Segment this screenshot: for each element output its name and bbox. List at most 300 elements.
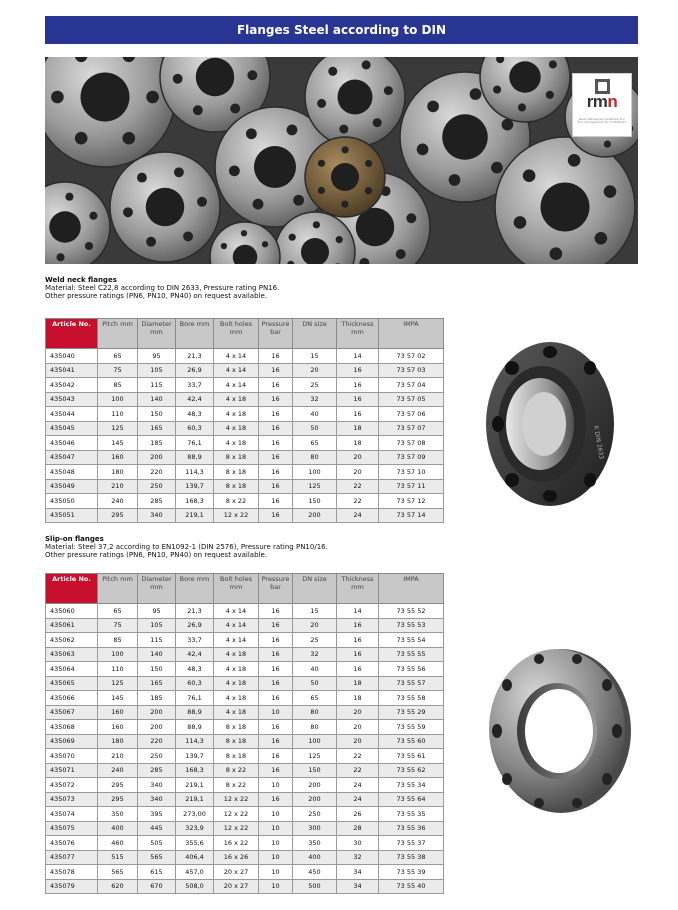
- photo-flange-bolt-hole: [449, 174, 461, 186]
- table-row: [46, 676, 444, 691]
- photo-flange-bolt-hole: [518, 103, 526, 111]
- photo-flange-bolt-hole: [417, 144, 429, 156]
- cell-bolt-holes: 4 x 18: [214, 647, 259, 662]
- cell-pressure: 16: [259, 618, 293, 633]
- table-row: [46, 479, 444, 494]
- photo-flange-bolt-hole: [287, 125, 298, 136]
- cell-dn-size: 80: [293, 705, 337, 720]
- cell-pitch: 460: [98, 836, 138, 851]
- cell-bore: 139,7: [176, 479, 214, 494]
- photo-flange-bolt-hole: [549, 60, 557, 68]
- cell-bolt-holes: 4 x 14: [214, 604, 259, 619]
- cell-bore: 60,3: [176, 421, 214, 436]
- photo-flange-bolt-hole: [317, 99, 326, 108]
- cell-pressure: 16: [259, 604, 293, 619]
- header-impa: IMPA: [379, 319, 444, 349]
- cell-bore: 21,3: [176, 604, 214, 619]
- table-row: [46, 633, 444, 648]
- cell-impa: 73 55 36: [379, 821, 444, 836]
- cell-article-no: 435067: [46, 705, 98, 720]
- logo-tagline: Ready Management Rotterdam N.V. Ihre Lösungspartner für Schiffsbedarf: [577, 118, 627, 125]
- cell-article-no: 435075: [46, 821, 98, 836]
- photo-flange-bore: [254, 146, 296, 188]
- table-row: [46, 850, 444, 865]
- cell-diameter: 150: [138, 662, 176, 677]
- photo-flange-bolt-hole: [318, 160, 325, 167]
- cell-article-no: 435072: [46, 778, 98, 793]
- cell-pitch: 125: [98, 421, 138, 436]
- table-row: [46, 465, 444, 480]
- cell-pressure: 16: [259, 421, 293, 436]
- cell-pressure: 16: [259, 647, 293, 662]
- cell-pitch: 295: [98, 792, 138, 807]
- cell-pitch: 160: [98, 720, 138, 735]
- cell-dn-size: 200: [293, 778, 337, 793]
- cell-pitch: 145: [98, 691, 138, 706]
- cell-bore: 76,1: [176, 691, 214, 706]
- cell-thickness: 16: [337, 618, 379, 633]
- cell-article-no: 435065: [46, 676, 98, 691]
- photo-flange-bolt-hole: [470, 88, 482, 100]
- cell-thickness: 34: [337, 879, 379, 894]
- photo-flange-bolt-hole: [427, 101, 439, 113]
- photo-flange-bolt-hole: [51, 91, 64, 104]
- cell-pitch: 160: [98, 450, 138, 465]
- photo-flange-bolt-hole: [362, 60, 371, 69]
- cell-impa: 73 55 55: [379, 647, 444, 662]
- cell-impa: 73 57 12: [379, 494, 444, 509]
- photo-flange-bolt-hole: [146, 91, 159, 104]
- header-impa: IMPA: [379, 574, 444, 604]
- cell-bolt-holes: 8 x 18: [214, 450, 259, 465]
- weld-neck-table: [45, 318, 444, 523]
- table-row: [46, 407, 444, 422]
- cell-diameter: 220: [138, 465, 176, 480]
- cell-impa: 73 57 07: [379, 421, 444, 436]
- cell-pitch: 85: [98, 633, 138, 648]
- table-row: [46, 836, 444, 851]
- table-row: [46, 647, 444, 662]
- cell-pressure: 16: [259, 392, 293, 407]
- photo-flange-bolt-hole: [230, 104, 240, 114]
- cell-pitch: 110: [98, 407, 138, 422]
- table-row: [46, 508, 444, 523]
- photo-flange-bore: [541, 183, 590, 232]
- photo-flange-bolt-hole: [373, 118, 382, 127]
- cell-bore: 406,4: [176, 850, 214, 865]
- cell-bore: 219,1: [176, 792, 214, 807]
- cell-dn-size: 350: [293, 836, 337, 851]
- cell-pressure: 16: [259, 633, 293, 648]
- cell-thickness: 22: [337, 479, 379, 494]
- table-row: [46, 436, 444, 451]
- cell-article-no: 435047: [46, 450, 98, 465]
- cell-impa: 73 57 04: [379, 378, 444, 393]
- cell-pressure: 16: [259, 450, 293, 465]
- slip-on-header-row: [46, 574, 444, 604]
- cell-dn-size: 32: [293, 647, 337, 662]
- cell-article-no: 435048: [46, 465, 98, 480]
- cell-pressure: 10: [259, 778, 293, 793]
- flange-stamp-text: K DIN 2633: [592, 425, 605, 460]
- cell-bore: 48,3: [176, 662, 214, 677]
- header-pressure: Pressure bar: [259, 574, 293, 604]
- table-row: [46, 363, 444, 378]
- cell-bolt-holes: 4 x 18: [214, 407, 259, 422]
- header-diameter: Diameter mm: [138, 319, 176, 349]
- cell-pitch: 565: [98, 865, 138, 880]
- cell-pitch: 240: [98, 494, 138, 509]
- cell-pitch: 75: [98, 618, 138, 633]
- header-diameter: Diameter mm: [138, 574, 176, 604]
- cell-pitch: 85: [98, 378, 138, 393]
- cell-article-no: 435074: [46, 807, 98, 822]
- cell-dn-size: 65: [293, 691, 337, 706]
- cell-diameter: 395: [138, 807, 176, 822]
- cell-pressure: 10: [259, 865, 293, 880]
- cell-diameter: 105: [138, 363, 176, 378]
- cell-dn-size: 400: [293, 850, 337, 865]
- photo-flange-bolt-hole: [246, 128, 257, 139]
- photo-flange-bore: [509, 61, 541, 93]
- cell-thickness: 32: [337, 850, 379, 865]
- cell-bolt-holes: 4 x 18: [214, 691, 259, 706]
- photo-flange-bolt-hole: [313, 221, 320, 228]
- cell-article-no: 435070: [46, 749, 98, 764]
- cell-impa: 73 55 34: [379, 778, 444, 793]
- cell-bolt-holes: 4 x 18: [214, 436, 259, 451]
- cell-pressure: 16: [259, 465, 293, 480]
- cell-pressure: 16: [259, 479, 293, 494]
- cell-thickness: 24: [337, 778, 379, 793]
- cell-bore: 21,3: [176, 349, 214, 364]
- cell-dn-size: 15: [293, 604, 337, 619]
- slip-on-heading: Slip-on flanges: [45, 535, 104, 543]
- photo-flange-bolt-hole: [341, 201, 348, 208]
- cell-impa: 73 55 60: [379, 734, 444, 749]
- photo-flange-bolt-hole: [546, 91, 554, 99]
- cell-thickness: 14: [337, 349, 379, 364]
- cell-article-no: 435063: [46, 647, 98, 662]
- flanges-pile-photo: [45, 57, 638, 264]
- photo-flange-bolt-hole: [339, 125, 348, 134]
- cell-bore: 33,7: [176, 378, 214, 393]
- cell-diameter: 140: [138, 647, 176, 662]
- table-row: [46, 763, 444, 778]
- page-title: Flanges Steel according to DIN: [45, 16, 638, 44]
- cell-impa: 73 55 38: [379, 850, 444, 865]
- cell-diameter: 250: [138, 749, 176, 764]
- cell-pressure: 10: [259, 705, 293, 720]
- cell-diameter: 95: [138, 604, 176, 619]
- cell-article-no: 435046: [46, 436, 98, 451]
- cell-pitch: 295: [98, 508, 138, 523]
- cell-bolt-holes: 8 x 22: [214, 494, 259, 509]
- cell-article-no: 435043: [46, 392, 98, 407]
- weld-neck-heading: Weld neck flanges: [45, 276, 117, 284]
- cell-dn-size: 32: [293, 392, 337, 407]
- cell-impa: 73 55 35: [379, 807, 444, 822]
- cell-thickness: 16: [337, 662, 379, 677]
- table-row: [46, 378, 444, 393]
- cell-impa: 73 57 06: [379, 407, 444, 422]
- photo-flange-bolt-hole: [221, 243, 227, 249]
- cell-article-no: 435041: [46, 363, 98, 378]
- cell-thickness: 30: [337, 836, 379, 851]
- cell-impa: 73 57 02: [379, 349, 444, 364]
- cell-bore: 88,9: [176, 720, 214, 735]
- cell-bore: 457,0: [176, 865, 214, 880]
- header-bore: Bore mm: [176, 319, 214, 349]
- cell-thickness: 16: [337, 407, 379, 422]
- cell-thickness: 16: [337, 378, 379, 393]
- cell-thickness: 16: [337, 633, 379, 648]
- cell-pressure: 16: [259, 734, 293, 749]
- weld-neck-intro: [45, 276, 279, 301]
- cell-impa: 73 57 14: [379, 508, 444, 523]
- cell-article-no: 435077: [46, 850, 98, 865]
- photo-flange-bolt-hole: [293, 195, 304, 206]
- table-row: [46, 392, 444, 407]
- cell-pressure: 16: [259, 363, 293, 378]
- cell-bore: 273,00: [176, 807, 214, 822]
- hero-image: [45, 57, 638, 264]
- cell-impa: 73 55 40: [379, 879, 444, 894]
- cell-bolt-holes: 8 x 18: [214, 734, 259, 749]
- logo-brand-text: rmn: [586, 92, 618, 111]
- cell-bore: 26,9: [176, 618, 214, 633]
- cell-bore: 48,3: [176, 407, 214, 422]
- table-row: [46, 749, 444, 764]
- cell-dn-size: 80: [293, 720, 337, 735]
- table-row: [46, 705, 444, 720]
- cell-impa: 73 57 08: [379, 436, 444, 451]
- cell-bore: 114,3: [176, 465, 214, 480]
- table-row: [46, 494, 444, 509]
- cell-diameter: 670: [138, 879, 176, 894]
- cell-dn-size: 450: [293, 865, 337, 880]
- header-pitch: Pitch mm: [98, 574, 138, 604]
- cell-diameter: 250: [138, 479, 176, 494]
- cell-pressure: 16: [259, 378, 293, 393]
- cell-diameter: 140: [138, 392, 176, 407]
- cell-diameter: 445: [138, 821, 176, 836]
- cell-pressure: 16: [259, 720, 293, 735]
- cell-dn-size: 100: [293, 465, 337, 480]
- cell-diameter: 615: [138, 865, 176, 880]
- cell-article-no: 435051: [46, 508, 98, 523]
- photo-flange-bolt-hole: [318, 187, 325, 194]
- cell-pitch: 100: [98, 392, 138, 407]
- cell-bolt-holes: 8 x 22: [214, 763, 259, 778]
- photo-flange-bolt-hole: [253, 199, 264, 210]
- header-bolt-holes: Bolt holes mm: [214, 574, 259, 604]
- cell-pressure: 16: [259, 763, 293, 778]
- cell-dn-size: 200: [293, 508, 337, 523]
- cell-pressure: 10: [259, 807, 293, 822]
- photo-flange-bore: [196, 58, 235, 97]
- cell-bore: 88,9: [176, 705, 214, 720]
- cell-dn-size: 40: [293, 407, 337, 422]
- cell-article-no: 435073: [46, 792, 98, 807]
- cell-bore: 42,4: [176, 647, 214, 662]
- photo-flange-bolt-hole: [137, 173, 147, 183]
- cell-pressure: 10: [259, 821, 293, 836]
- cell-impa: 73 55 29: [379, 705, 444, 720]
- photo-flange-bolt-hole: [247, 70, 257, 80]
- cell-pitch: 125: [98, 676, 138, 691]
- cell-bore: 508,0: [176, 879, 214, 894]
- cell-impa: 73 55 52: [379, 604, 444, 619]
- slip-on-material: Material: Steel 37,2 according to EN1092-1 (DIN 2576), Pressure rating PN10/16.: [45, 543, 328, 552]
- cell-bolt-holes: 4 x 14: [214, 633, 259, 648]
- cell-pitch: 75: [98, 363, 138, 378]
- photo-flange-bolt-hole: [523, 169, 536, 182]
- cell-article-no: 435064: [46, 662, 98, 677]
- cell-dn-size: 40: [293, 662, 337, 677]
- cell-bore: 219,1: [176, 778, 214, 793]
- cell-diameter: 185: [138, 691, 176, 706]
- cell-pitch: 515: [98, 850, 138, 865]
- cell-article-no: 435076: [46, 836, 98, 851]
- cell-pitch: 160: [98, 705, 138, 720]
- cell-bolt-holes: 4 x 18: [214, 421, 259, 436]
- photo-flange-bolt-hole: [229, 165, 240, 176]
- weld-neck-note: Other pressure ratings (PN6, PN10, PN40) on request available.: [45, 292, 267, 301]
- photo-flange-bolt-hole: [514, 216, 527, 229]
- cell-diameter: 165: [138, 676, 176, 691]
- cell-bolt-holes: 4 x 18: [214, 392, 259, 407]
- cell-article-no: 435044: [46, 407, 98, 422]
- cell-dn-size: 20: [293, 363, 337, 378]
- photo-flange-bore: [442, 114, 488, 160]
- cell-bore: 219,1: [176, 508, 214, 523]
- cell-dn-size: 125: [293, 749, 337, 764]
- header-thickness: Thickness mm: [337, 574, 379, 604]
- photo-flange-bolt-hole: [568, 154, 581, 167]
- cell-bore: 76,1: [176, 436, 214, 451]
- cell-impa: 73 55 64: [379, 792, 444, 807]
- cell-diameter: 340: [138, 508, 176, 523]
- header-article-no: Article No.: [46, 574, 98, 604]
- photo-flange-bolt-hole: [365, 160, 372, 167]
- header-pressure: Pressure bar: [259, 319, 293, 349]
- cell-diameter: 200: [138, 705, 176, 720]
- cell-dn-size: 25: [293, 633, 337, 648]
- cell-bolt-holes: 20 x 27: [214, 865, 259, 880]
- photo-flange-bolt-hole: [89, 212, 97, 220]
- table-row: [46, 421, 444, 436]
- cell-article-no: 435066: [46, 691, 98, 706]
- slip-on-intro: [45, 535, 328, 560]
- cell-bore: 168,3: [176, 763, 214, 778]
- cell-impa: 73 55 56: [379, 662, 444, 677]
- cell-bolt-holes: 16 x 22: [214, 836, 259, 851]
- photo-flange-bore: [146, 188, 185, 227]
- photo-flange-bolt-hole: [193, 105, 203, 115]
- cell-bolt-holes: 8 x 22: [214, 778, 259, 793]
- cell-thickness: 16: [337, 647, 379, 662]
- cell-diameter: 115: [138, 633, 176, 648]
- cell-diameter: 340: [138, 792, 176, 807]
- table-row: [46, 734, 444, 749]
- weld-neck-flange-image: [478, 338, 620, 508]
- cell-pitch: 400: [98, 821, 138, 836]
- cell-bore: 323,9: [176, 821, 214, 836]
- photo-flange-bolt-hole: [493, 86, 501, 94]
- cell-diameter: 200: [138, 720, 176, 735]
- header-pitch: Pitch mm: [98, 319, 138, 349]
- cell-article-no: 435040: [46, 349, 98, 364]
- cell-pitch: 100: [98, 647, 138, 662]
- cell-thickness: 16: [337, 392, 379, 407]
- cell-pitch: 65: [98, 349, 138, 364]
- cell-bore: 168,3: [176, 494, 214, 509]
- weld-neck-material: Material: Steel C22,8 according to DIN 2633, Pressure rating PN16.: [45, 284, 280, 293]
- photo-flange-bolt-hole: [365, 187, 372, 194]
- photo-flange-bore: [49, 211, 81, 243]
- cell-bolt-holes: 4 x 14: [214, 363, 259, 378]
- cell-pressure: 16: [259, 749, 293, 764]
- cell-article-no: 435079: [46, 879, 98, 894]
- cell-bolt-holes: 12 x 22: [214, 807, 259, 822]
- cell-article-no: 435068: [46, 720, 98, 735]
- photo-flange-bolt-hole: [75, 132, 88, 145]
- cell-diameter: 220: [138, 734, 176, 749]
- cell-pitch: 145: [98, 436, 138, 451]
- cell-impa: 73 57 10: [379, 465, 444, 480]
- cell-thickness: 22: [337, 763, 379, 778]
- cell-bolt-holes: 4 x 18: [214, 705, 259, 720]
- cell-pitch: 210: [98, 479, 138, 494]
- table-row: [46, 821, 444, 836]
- cell-pitch: 350: [98, 807, 138, 822]
- photo-flange-bolt-hole: [396, 249, 406, 259]
- cell-impa: 73 55 54: [379, 633, 444, 648]
- cell-pressure: 16: [259, 349, 293, 364]
- cell-bolt-holes: 16 x 26: [214, 850, 259, 865]
- cell-diameter: 95: [138, 349, 176, 364]
- photo-flange-bolt-hole: [123, 132, 136, 145]
- photo-flange-bolt-hole: [146, 237, 156, 247]
- cell-article-no: 435042: [46, 378, 98, 393]
- cell-article-no: 435050: [46, 494, 98, 509]
- cell-dn-size: 25: [293, 378, 337, 393]
- photo-flange-bolt-hole: [183, 231, 193, 241]
- cell-dn-size: 250: [293, 807, 337, 822]
- cell-diameter: 200: [138, 450, 176, 465]
- cell-bore: 139,7: [176, 749, 214, 764]
- cell-diameter: 340: [138, 778, 176, 793]
- cell-pitch: 65: [98, 604, 138, 619]
- cell-diameter: 185: [138, 436, 176, 451]
- cell-thickness: 26: [337, 807, 379, 822]
- cell-thickness: 24: [337, 508, 379, 523]
- cell-thickness: 22: [337, 749, 379, 764]
- cell-bore: 26,9: [176, 363, 214, 378]
- rmn-logo: [572, 73, 632, 137]
- table-row: [46, 691, 444, 706]
- cell-thickness: 20: [337, 734, 379, 749]
- cell-pitch: 180: [98, 734, 138, 749]
- photo-flange-bolt-hole: [123, 207, 133, 217]
- cell-bore: 355,6: [176, 836, 214, 851]
- cell-bolt-holes: 8 x 18: [214, 720, 259, 735]
- cell-dn-size: 15: [293, 349, 337, 364]
- table-row: [46, 865, 444, 880]
- cell-pressure: 16: [259, 792, 293, 807]
- header-thickness: Thickness mm: [337, 319, 379, 349]
